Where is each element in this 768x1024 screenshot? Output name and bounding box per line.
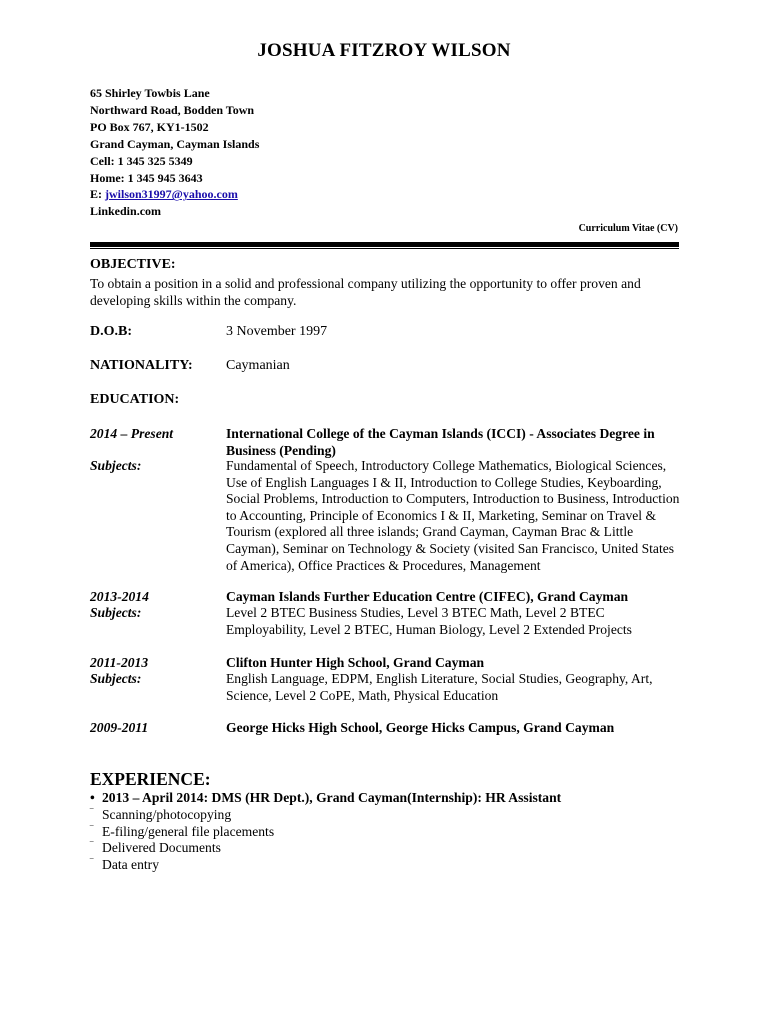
education-subjects: English Language, EDPM, English Literature, Social Studies, Geography, Art, Science, Level 2 CoPE, Math, Physical Education (226, 671, 653, 703)
education-period: 2013-2014 (90, 589, 149, 604)
education-institution: George Hicks High School, George Hicks Campus, Grand Cayman (226, 720, 615, 735)
bullet-icon: • (90, 790, 95, 805)
education-institution: Clifton Hunter High School, Grand Cayman (226, 655, 485, 670)
po-box: PO Box 767, KY1-1502 (90, 119, 209, 134)
education-period: 2009-2011 (90, 720, 149, 735)
duty-text: E-filing/general file placements (102, 823, 275, 839)
objective-text: To obtain a position in a solid and professional company utilizing the opportunity to offer proven and developing skills within the company. (90, 276, 641, 308)
objective-heading: OBJECTIVE: (90, 257, 176, 272)
contact-block (90, 85, 259, 220)
city-line: Grand Cayman, Cayman Islands (90, 136, 260, 151)
education-period: 2014 – Present (90, 426, 174, 441)
email-link[interactable]: jwilson31997@yahoo.com (105, 187, 238, 202)
header-divider-thin (90, 248, 679, 249)
education-subjects: Fundamental of Speech, Introductory College Mathematics, Biological Sciences, Use of English Languages I & II, Introduction to College Studies, Keyboarding, Social Problems, Introduction to Computers, Introduction to Business, Introduction to Accounting, Principle of Economics I & II, Marketing, Seminar on Travel & Tourism (explored all three islands; Grand Cayman, Cayman Brac & Little Cayman), Seminar on Technology & Society (visited San Francisco, United States of America), Office Practices & Procedures, Management (226, 458, 680, 573)
experience-item (90, 790, 561, 807)
education-subjects: Level 2 BTEC Business Studies, Level 3 BTEC Math, Level 2 BTEC Employability, Level 2 BTEC, Human Biology, Level 2 Extended Projects (226, 605, 632, 637)
education-institution: International College of the Cayman Islands (ICCI) - Associates Degree in Business (Pending) (226, 426, 655, 458)
linkedin-line: Linkedin.com (90, 204, 162, 219)
dash-icon: ‾ (90, 809, 94, 820)
candidate-name: JOSHUA FITZROY WILSON (257, 40, 511, 61)
education-institution: Cayman Islands Further Education Centre (CIFEC), Grand Cayman (226, 589, 629, 604)
dash-icon: ‾ (90, 842, 94, 854)
cv-label: Curriculum Vitae (CV) (578, 223, 678, 234)
email-line (90, 186, 259, 203)
duty-item (90, 807, 274, 824)
dash-icon: ‾ (90, 825, 94, 837)
subjects-label: Subjects: (90, 458, 142, 473)
nationality-value: Caymanian (226, 358, 290, 373)
education-period: 2011-2013 (90, 655, 149, 670)
address-line-1: 65 Shirley Towbis Lane (90, 86, 210, 100)
dob-value: 3 November 1997 (226, 324, 328, 339)
duty-text: Delivered Documents (102, 840, 221, 856)
address-line-2: Northward Road, Bodden Town (90, 102, 255, 117)
experience-heading: EXPERIENCE: (90, 769, 211, 789)
duties-list (90, 807, 274, 873)
duty-item (90, 840, 274, 857)
duty-item (90, 857, 274, 874)
subjects-label: Subjects: (90, 671, 142, 686)
dob-label: D.O.B: (90, 324, 132, 339)
duty-text: Scanning/photocopying (102, 807, 232, 822)
home-phone: Home: 1 345 945 3643 (90, 170, 203, 185)
email-prefix: E: (90, 187, 102, 202)
subjects-label: Subjects: (90, 605, 142, 620)
header-divider-thick (90, 242, 679, 247)
dash-icon: ‾ (90, 858, 94, 870)
education-heading: EDUCATION: (90, 392, 180, 407)
experience-item-text: 2013 – April 2014: DMS (HR Dept.), Grand Cayman(Internship): HR Assistant (102, 790, 562, 805)
duty-item (90, 824, 274, 841)
duty-text: Data entry (102, 856, 159, 872)
nationality-label: NATIONALITY: (90, 358, 193, 373)
cell-phone: Cell: 1 345 325 5349 (90, 153, 193, 168)
